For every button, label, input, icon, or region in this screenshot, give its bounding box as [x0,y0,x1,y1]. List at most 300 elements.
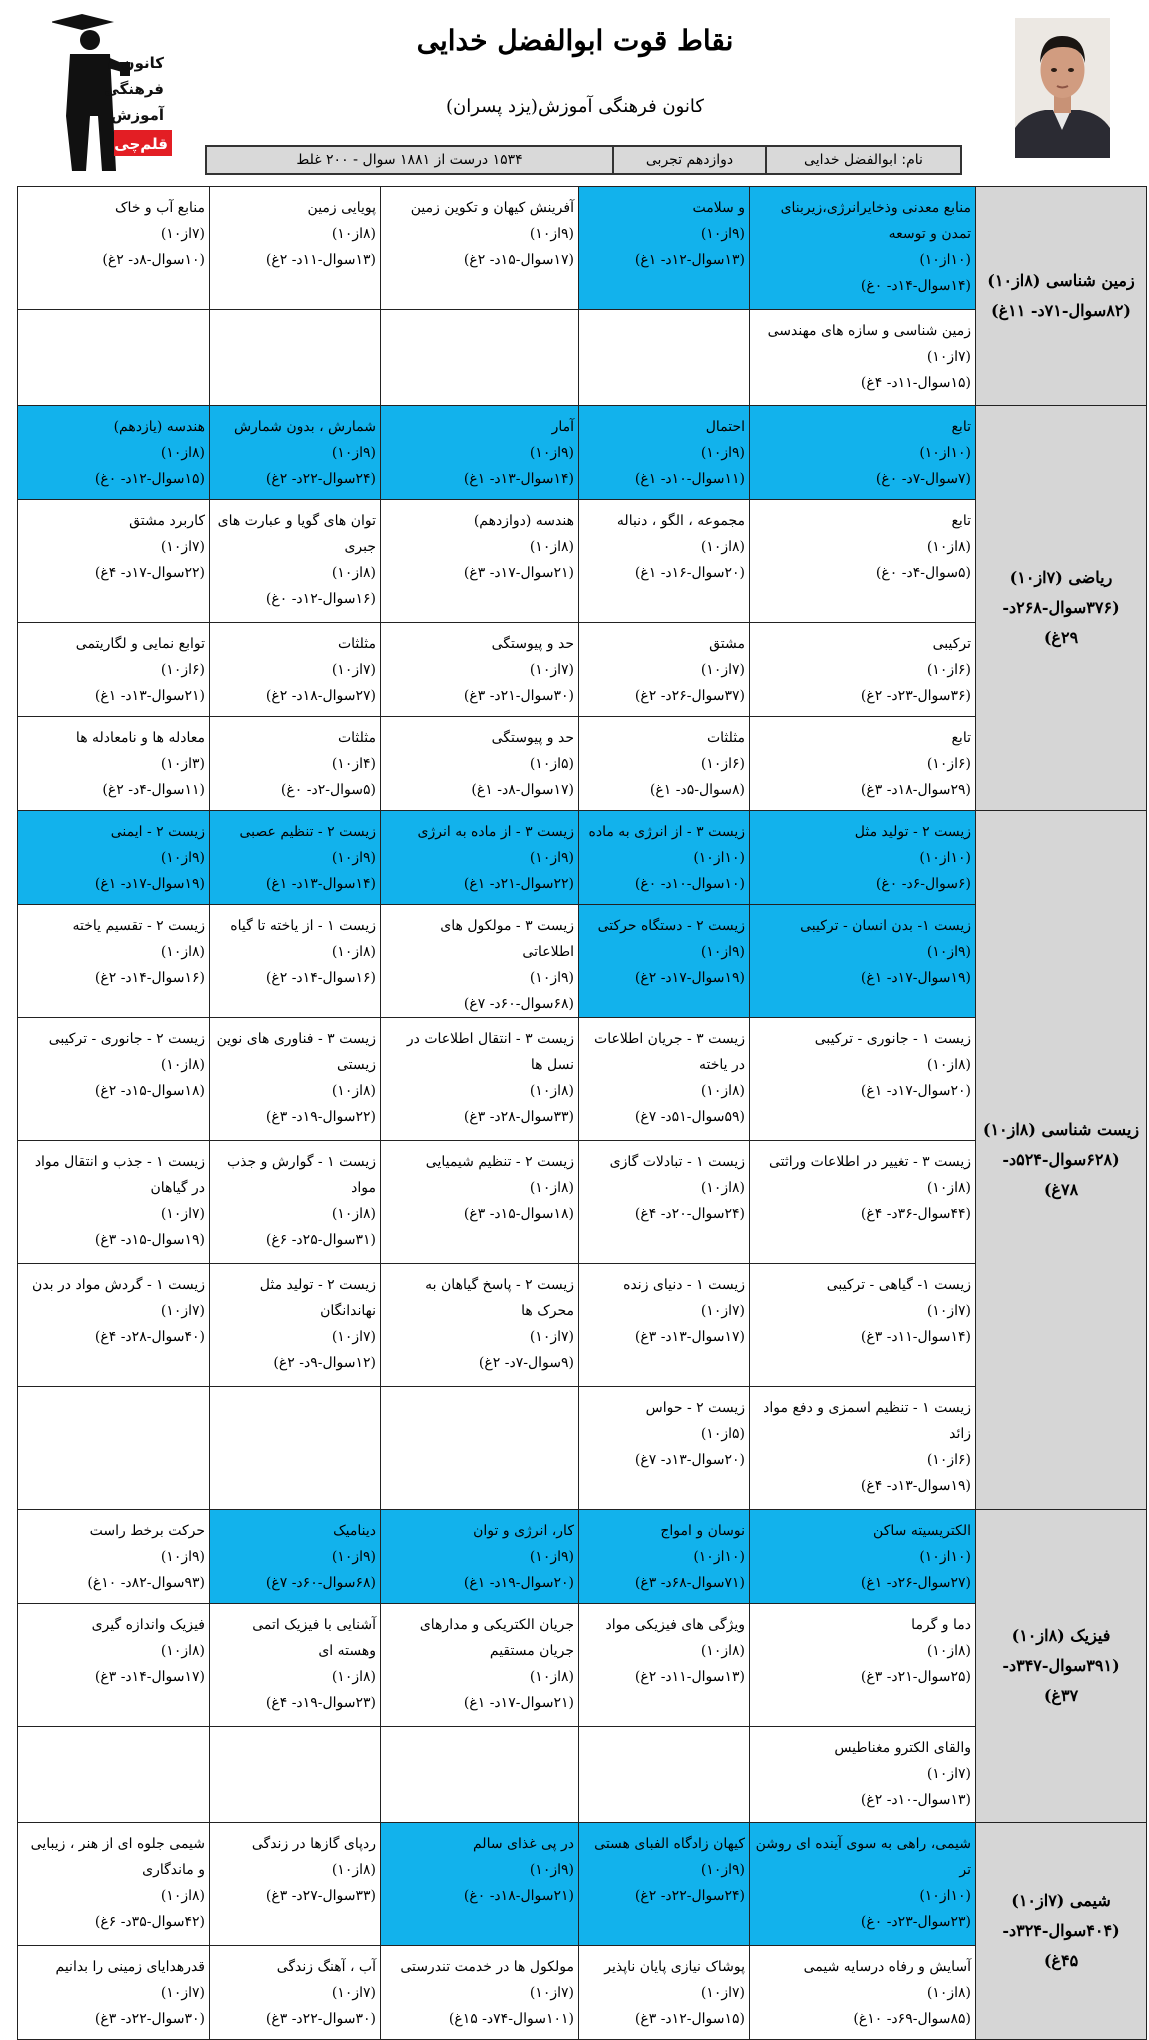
topic-name: کیهان زادگاه الفبای هستی [594,1836,745,1852]
topic-cell [210,1264,381,1387]
topic-counts: (۲۴سوال-۲۲د- ۲غ) [634,1888,745,1904]
subject-line: (۳۹۱سوال-۳۴۷د- [1002,1656,1120,1675]
topic-score: (۶از۱۰) [160,662,205,678]
topic-name: زیست ۱- گیاهی - ترکیبی [826,1277,971,1293]
topic-name: و سلامت [692,200,745,216]
topic-score: (۶از۱۰) [700,756,745,772]
topic-cell [18,905,210,1018]
topic-counts: (۲۷سوال-۲۶د- ۱غ) [860,1575,971,1591]
subject-cell [976,406,1147,811]
topic-name: مثلثات [706,730,745,746]
topic-cell [579,406,750,500]
topic-name: زیست ۳ - تغییر در اطلاعات وراثتی [768,1154,971,1170]
topic-score: (۸از۱۰) [700,1643,745,1659]
topic-score: (۹از۱۰) [529,445,574,461]
topic-counts: (۸۵سوال-۶۹د- ۱۰غ) [853,2011,971,2027]
topic-name: قدرهدایای زمینی را بدانیم [55,1959,205,1975]
topic-score: (۷از۱۰) [926,1766,971,1782]
topic-score: (۹از۱۰) [331,850,376,866]
topic-score: (۸از۱۰) [331,1862,376,1878]
topic-score: (۹از۱۰) [160,850,205,866]
topic-name: دما و گرما [911,1617,971,1633]
topic-score: (۹از۱۰) [160,1549,205,1565]
empty-cell [210,1387,381,1510]
topic-cell [210,1946,381,2040]
kanoon-logo [52,6,177,176]
table-row [18,406,1147,500]
table-row [18,187,1147,310]
topic-name: آسایش و رفاه درسایه شیمی [803,1959,971,1975]
topic-name: ویژگی های فیزیکی مواد [605,1617,745,1633]
empty-cell [579,310,750,406]
topic-counts: (۱۹سوال-۱۳د- ۴غ) [860,1478,971,1494]
logo-line-3: آموزش [110,106,164,124]
topic-cell [750,187,976,310]
topic-score: (۸از۱۰) [160,445,205,461]
topic-score: (۷از۱۰) [331,1329,376,1345]
topic-score: (۷از۱۰) [331,1985,376,2001]
topic-counts: (۲۴سوال-۲۲د- ۲غ) [265,471,376,487]
topic-counts: (۹۳سوال-۸۲د- ۱۰غ) [87,1575,205,1591]
topic-cell [381,1141,579,1264]
topic-score: (۸از۱۰) [160,944,205,960]
topic-score: (۷از۱۰) [529,1985,574,2001]
subject-line: ۲۹غ) [1043,628,1079,647]
topic-score: (۸از۱۰) [700,1180,745,1196]
page-title: نقاط قوت ابوالفضل خدایی [416,24,734,57]
topic-counts: (۱۳سوال-۱۰د- ۲غ) [860,1792,971,1808]
student-info-bar [205,145,962,175]
topic-cell [381,187,579,310]
topic-name: ردپای گازها در زندگی [251,1836,376,1852]
topic-score: (۸از۱۰) [529,1669,574,1685]
subject-line: ۳۷غ) [1043,1686,1079,1705]
topic-counts: (۱۰سوال-۸د- ۲غ) [102,252,205,268]
topic-counts: (۲۹سوال-۱۸د- ۳غ) [860,782,971,798]
topic-counts: (۷۱سوال-۶۸د- ۳غ) [634,1575,745,1591]
topic-counts: (۱۳سوال-۱۱د- ۲غ) [634,1669,745,1685]
topic-counts: (۱۹سوال-۱۷د- ۲غ) [634,970,745,986]
topic-score: (۸از۱۰) [700,539,745,555]
topic-score: (۸از۱۰) [160,1057,205,1073]
topic-name: زمین شناسی و سازه های مهندسی [767,323,971,339]
topic-cell [18,1946,210,2040]
topic-cell [579,1264,750,1387]
empty-cell [210,310,381,406]
topic-score: (۷از۱۰) [926,349,971,365]
topic-counts: (۱۷سوال-۱۳د- ۳غ) [634,1329,745,1345]
topic-score: (۸از۱۰) [160,1643,205,1659]
topic-name: زیست ۲ - تولید مثل نهاندانگان [259,1277,376,1319]
topic-counts: (۲۰سوال-۱۶د- ۱غ) [634,565,745,581]
topic-counts: (۳۷سوال-۲۶د- ۲غ) [634,688,745,704]
topic-counts: (۱۹سوال-۱۷د- ۱غ) [860,970,971,986]
topic-name: زیست ۱ - گوارش و جذب مواد [227,1154,376,1196]
topic-counts: (۶۸سوال-۶۰د- ۷غ) [463,996,574,1012]
topic-cell [381,1510,579,1604]
topic-cell [750,1604,976,1727]
topic-score: (۸از۱۰) [529,1083,574,1099]
topic-name: زیست ۲ - جانوری - ترکیبی [48,1031,205,1047]
subject-line: (۸۲سوال-۷۱د- ۱۱غ) [991,301,1131,320]
topic-cell [579,1141,750,1264]
topic-cell [18,1018,210,1141]
topic-counts: (۱۸سوال-۱۵د- ۳غ) [463,1206,574,1222]
topic-name: حد و پیوستگی [491,730,574,746]
topic-score: (۵از۱۰) [700,1426,745,1442]
topic-cell [750,1141,976,1264]
topic-counts: (۳۳سوال-۲۷د- ۳غ) [265,1888,376,1904]
topic-counts: (۱۰سوال-۱۰د- ۰غ) [634,876,745,892]
topic-name: زیست ۳ - از انرژی به ماده [588,824,745,840]
topic-counts: (۲۲سوال-۱۷د- ۴غ) [94,565,205,581]
topic-counts: (۱۴سوال-۱۳د- ۱غ) [463,471,574,487]
topic-cell [750,1946,976,2040]
topic-counts: (۷سوال-۷د- ۰غ) [875,471,971,487]
topic-score: (۶از۱۰) [926,662,971,678]
topic-name: حرکت برخط راست [89,1523,205,1539]
topic-name: منابع آب و خاک [115,200,205,216]
topic-counts: (۲۰سوال-۱۷د- ۱غ) [860,1083,971,1099]
topic-score: (۸از۱۰) [331,1206,376,1222]
empty-cell [381,1387,579,1510]
topic-cell [750,811,976,905]
topic-cell [381,406,579,500]
topic-name: زیست ۳ - مولکول های اطلاعاتی [440,918,574,960]
topic-name: ترکیبی [932,636,971,652]
topic-cell [750,500,976,623]
topic-cell [750,1018,976,1141]
topic-name: فیزیک واندازه گیری [91,1617,205,1633]
topic-score: (۸از۱۰) [926,1180,971,1196]
topic-score: (۹از۱۰) [529,1862,574,1878]
topic-score: (۱۰از۱۰) [693,850,745,866]
logo-line-4: قلم‌چی [114,135,168,153]
topic-score: (۹از۱۰) [529,226,574,242]
topic-counts: (۲۰سوال-۱۹د- ۱غ) [463,1575,574,1591]
topic-cell [579,811,750,905]
subject-line: (۶۲۸سوال-۵۲۴د- [1002,1150,1120,1169]
topic-counts: (۱۰۱سوال-۷۴د- ۱۵غ) [448,2011,574,2027]
topic-name: مثلثات [337,730,376,746]
topic-score: (۸از۱۰) [331,1083,376,1099]
topic-name: در پی غذای سالم [472,1836,574,1852]
topic-name: مشتق [709,636,745,652]
empty-cell [210,1727,381,1823]
logo-line-1: کانون [121,54,164,72]
topic-name: والقای الکترو مغناطیس [834,1740,971,1756]
topic-score: (۸از۱۰) [926,539,971,555]
topic-score: (۴از۱۰) [331,756,376,772]
topic-cell [381,500,579,623]
topic-counts: (۱۷سوال-۱۴د- ۳غ) [94,1669,205,1685]
topic-cell [750,1387,976,1510]
topic-counts: (۱۹سوال-۱۷د- ۱غ) [94,876,205,892]
topic-counts: (۲۷سوال-۱۸د- ۲غ) [265,688,376,704]
topic-cell [18,1141,210,1264]
topic-name: زیست ۳ - فناوری های نوین زیستی [216,1031,376,1073]
subject-line: ریاضی (۷از۱۰) [1009,568,1113,587]
topic-name: زیست ۳ - جریان اطلاعات در یاخته [594,1031,745,1073]
topic-name: زیست ۲ - تقسیم یاخته [72,918,205,934]
topic-score: (۶از۱۰) [926,1452,971,1468]
topic-counts: (۲۵سوال-۲۱د- ۳غ) [860,1669,971,1685]
topic-cell [18,811,210,905]
topic-name: کار، انرژی و توان [473,1523,574,1539]
topic-cell [750,406,976,500]
logo-line-2: فرهنگی [104,80,164,98]
topic-score: (۸از۱۰) [700,1083,745,1099]
topic-cell [18,406,210,500]
topic-cell [381,1823,579,1946]
topic-name: زیست ۱ - تبادلات گازی [609,1154,745,1170]
topic-name: زیست ۱ - از یاخته تا گیاه [230,918,376,934]
topic-counts: (۱۵سوال-۱۲د- ۰غ) [94,471,205,487]
topic-score: (۹از۱۰) [331,1549,376,1565]
topic-cell [210,1823,381,1946]
topic-counts: (۱۶سوال-۱۲د- ۰غ) [265,591,376,607]
topic-counts: (۲۳سوال-۲۳د- ۰غ) [860,1914,971,1930]
topic-cell [381,623,579,717]
topic-score: (۸از۱۰) [331,226,376,242]
topic-name: توان های گویا و عبارت های جبری [217,513,376,555]
topic-score: (۸از۱۰) [926,1985,971,2001]
topic-name: زیست ۲ - ایمنی [110,824,205,840]
empty-cell [381,310,579,406]
topic-counts: (۱۹سوال-۱۵د- ۳غ) [94,1232,205,1248]
topic-cell [18,500,210,623]
topic-name: منابع معدنی وذخایرانرژی،زیربنای تمدن و توسعه [780,200,971,242]
topic-cell [381,1946,579,2040]
topic-counts: (۱۳سوال-۱۱د- ۲غ) [265,252,376,268]
topic-cell [579,1510,750,1604]
topic-cell [210,717,381,811]
topic-cell [210,406,381,500]
topic-cell [750,1264,976,1387]
empty-cell [18,1727,210,1823]
topic-name: زیست ۱- بدن انسان - ترکیبی [800,918,971,934]
topic-score: (۸از۱۰) [926,1057,971,1073]
topic-counts: (۱۷سوال-۸د- ۱غ) [471,782,574,798]
topic-cell [210,500,381,623]
topic-counts: (۶سوال-۶د- ۰غ) [875,876,971,892]
topic-name: هندسه (دوازدهم) [473,513,574,529]
student-photo [1015,18,1110,158]
empty-cell [18,310,210,406]
topic-score: (۳از۱۰) [160,756,205,772]
topic-name: زیست ۱ - گردش مواد در بدن [32,1277,205,1293]
topic-cell [750,1727,976,1823]
topic-score: (۷از۱۰) [926,1303,971,1319]
subject-cell [976,1823,1147,2040]
topic-cell [381,1018,579,1141]
overall-stats: ۱۵۳۴ درست از ۱۸۸۱ سوال - ۲۰۰ غلط [296,152,523,168]
topic-score: (۸از۱۰) [160,1888,205,1904]
topic-counts: (۲۴سوال-۲۰د- ۴غ) [634,1206,745,1222]
topic-counts: (۲۲سوال-۱۹د- ۳غ) [265,1109,376,1125]
topic-score: (۷از۱۰) [331,662,376,678]
topic-name: مولکول ها در خدمت تندرستی [400,1959,574,1975]
topic-counts: (۳۰سوال-۲۲د- ۳غ) [265,2011,376,2027]
topic-counts: (۱۶سوال-۱۴د- ۲غ) [94,970,205,986]
subject-line: (۳۷۶سوال-۲۶۸د- [1002,598,1120,617]
topic-cell [750,1510,976,1604]
student-name: نام: ابوالفضل خدایی [765,147,960,173]
topic-name: زیست ۱ - دنیای زنده [623,1277,745,1293]
topic-cell [579,1387,750,1510]
subject-line: زیست شناسی (۸از۱۰) [982,1120,1140,1139]
topic-score: (۹از۱۰) [700,445,745,461]
topic-cell [210,623,381,717]
topic-score: (۱۰از۱۰) [919,1549,971,1565]
topic-counts: (۱۱سوال-۱۰د- ۱غ) [634,471,745,487]
topic-name: پوشاک نیازی پایان ناپذیر [604,1959,745,1975]
topic-cell [381,1264,579,1387]
topic-cell [381,905,579,1018]
topic-cell [210,187,381,310]
subject-line: ۴۵غ) [1043,1951,1079,1970]
topic-name: نوسان و امواج [660,1523,745,1539]
topic-cell [579,623,750,717]
topic-name: زیست ۲ - دستگاه حرکتی [597,918,745,934]
topic-cell [18,1823,210,1946]
topic-score: (۷از۱۰) [700,1985,745,2001]
topic-score: (۹از۱۰) [529,970,574,986]
student-grade: دوازدهم تجربی [612,147,765,173]
topic-name: زیست ۲ - تنظیم شیمیایی [425,1154,574,1170]
topic-cell [210,1141,381,1264]
topic-name: آمار [551,419,574,435]
table-row [18,1510,1147,1604]
topic-score: (۹از۱۰) [331,445,376,461]
topic-cell [579,717,750,811]
topic-cell [210,811,381,905]
empty-cell [381,1727,579,1823]
topic-cell [381,717,579,811]
topic-counts: (۲۱سوال-۱۳د- ۱غ) [94,688,205,704]
subject-line: ۷۸غ) [1043,1180,1079,1199]
topic-name: آشنایی با فیزیک اتمی وهسته ای [252,1617,376,1659]
topic-cell [750,905,976,1018]
topic-counts: (۴۰سوال-۲۸د- ۴غ) [94,1329,205,1345]
topic-counts: (۱۷سوال-۱۵د- ۲غ) [463,252,574,268]
topic-name: معادله ها و نامعادله ها [75,730,205,746]
empty-cell [579,1727,750,1823]
topic-cell [18,187,210,310]
topic-name: حد و پیوستگی [491,636,574,652]
topic-counts: (۱۸سوال-۱۵د- ۲غ) [94,1083,205,1099]
topic-name: مثلثات [337,636,376,652]
topic-counts: (۱۴سوال-۱۱د- ۳غ) [860,1329,971,1345]
topic-name: تابع [951,730,971,746]
topic-score: (۱۰از۱۰) [919,1888,971,1904]
topic-cell [579,1018,750,1141]
subject-cell [976,187,1147,406]
topic-cell [579,1823,750,1946]
topic-name: احتمال [705,419,745,435]
topic-cell [210,1510,381,1604]
topic-score: (۶از۱۰) [926,756,971,772]
topic-name: شمارش ، بدون شمارش [233,419,376,435]
topic-score: (۸از۱۰) [331,565,376,581]
topic-counts: (۲۲سوال-۲۱د- ۱غ) [463,876,574,892]
topic-cell [579,1946,750,2040]
topic-name: زیست ۱ - جانوری - ترکیبی [814,1031,971,1047]
topic-name: زیست ۱ - جذب و انتقال مواد در گیاهان [34,1154,205,1196]
topic-cell [18,623,210,717]
topic-cell [750,717,976,811]
topic-counts: (۱۴سوال-۱۳د- ۱غ) [265,876,376,892]
topic-name: زیست ۲ - حواس [645,1400,745,1416]
table-row [18,811,1147,905]
topic-cell [381,811,579,905]
topic-cell [750,310,976,406]
topic-score: (۹از۱۰) [700,226,745,242]
topic-score: (۹از۱۰) [700,944,745,960]
topic-name: زیست ۲ - تنظیم عصبی [239,824,376,840]
topic-score: (۹از۱۰) [926,944,971,960]
topic-counts: (۱۳سوال-۱۲د- ۱غ) [634,252,745,268]
topic-counts: (۹سوال-۷د- ۲غ) [478,1355,574,1371]
topic-counts: (۸سوال-۵د- ۱غ) [649,782,745,798]
topic-cell [210,1018,381,1141]
topic-name: شیمی، راهی به سوی آینده ای روشن تر [755,1836,971,1878]
topic-counts: (۱۵سوال-۱۲د- ۳غ) [634,2011,745,2027]
topic-counts: (۱۲سوال-۹د- ۲غ) [273,1355,376,1371]
empty-cell [18,1387,210,1510]
topic-name: الکتریسیته ساکن [873,1523,971,1539]
topic-name: دینامیک [333,1523,376,1539]
topic-score: (۷از۱۰) [160,226,205,242]
subject-line: زمین شناسی (۸از۱۰) [987,271,1135,290]
topic-name: شیمی جلوه ای از هنر ، زیبایی و ماندگاری [30,1836,205,1878]
topic-score: (۸از۱۰) [529,1180,574,1196]
topic-score: (۷از۱۰) [160,1303,205,1319]
topic-counts: (۵۹سوال-۵۱د- ۷غ) [634,1109,745,1125]
topic-counts: (۶۸سوال-۶۰د- ۷غ) [265,1575,376,1591]
topic-counts: (۴۴سوال-۳۶د- ۴غ) [860,1206,971,1222]
topic-counts: (۵سوال-۴د- ۰غ) [875,565,971,581]
topic-score: (۷از۱۰) [529,662,574,678]
topic-counts: (۲۰سوال-۱۳د- ۷غ) [634,1452,745,1468]
topic-counts: (۳۰سوال-۲۲د- ۳غ) [94,2011,205,2027]
topic-name: مجموعه ، الگو ، دنباله [616,513,745,529]
topic-score: (۷از۱۰) [700,662,745,678]
topic-counts: (۳۶سوال-۲۳د- ۲غ) [860,688,971,704]
topic-name: زیست ۳ - از ماده به انرژی [417,824,574,840]
topic-cell [210,905,381,1018]
topic-score: (۱۰از۱۰) [919,850,971,866]
topic-name: زیست ۲ - تولید مثل [854,824,971,840]
topic-score: (۷از۱۰) [160,1985,205,2001]
topic-name: توابع نمایی و لگاریتمی [75,636,205,652]
topic-cell [750,1823,976,1946]
topic-counts: (۱۶سوال-۱۴د- ۲غ) [265,970,376,986]
topic-cell [18,1264,210,1387]
topic-counts: (۳۳سوال-۲۸د- ۳غ) [463,1109,574,1125]
topic-score: (۹از۱۰) [529,850,574,866]
topic-name: آب ، آهنگ زندگی [276,1959,376,1975]
topic-counts: (۳۱سوال-۲۵د- ۶غ) [265,1232,376,1248]
subject-cell [976,811,1147,1510]
topic-score: (۱۰از۱۰) [693,1549,745,1565]
topic-counts: (۱۴سوال-۱۴د- ۰غ) [860,278,971,294]
subject-cell [976,1510,1147,1823]
subject-line: شیمی (۷از۱۰) [1011,1891,1111,1910]
subject-line: فیزیک (۸از۱۰) [1011,1626,1111,1645]
topic-counts: (۲۳سوال-۱۹د- ۴غ) [265,1695,376,1711]
topic-counts: (۱۱سوال-۴د- ۲غ) [102,782,205,798]
